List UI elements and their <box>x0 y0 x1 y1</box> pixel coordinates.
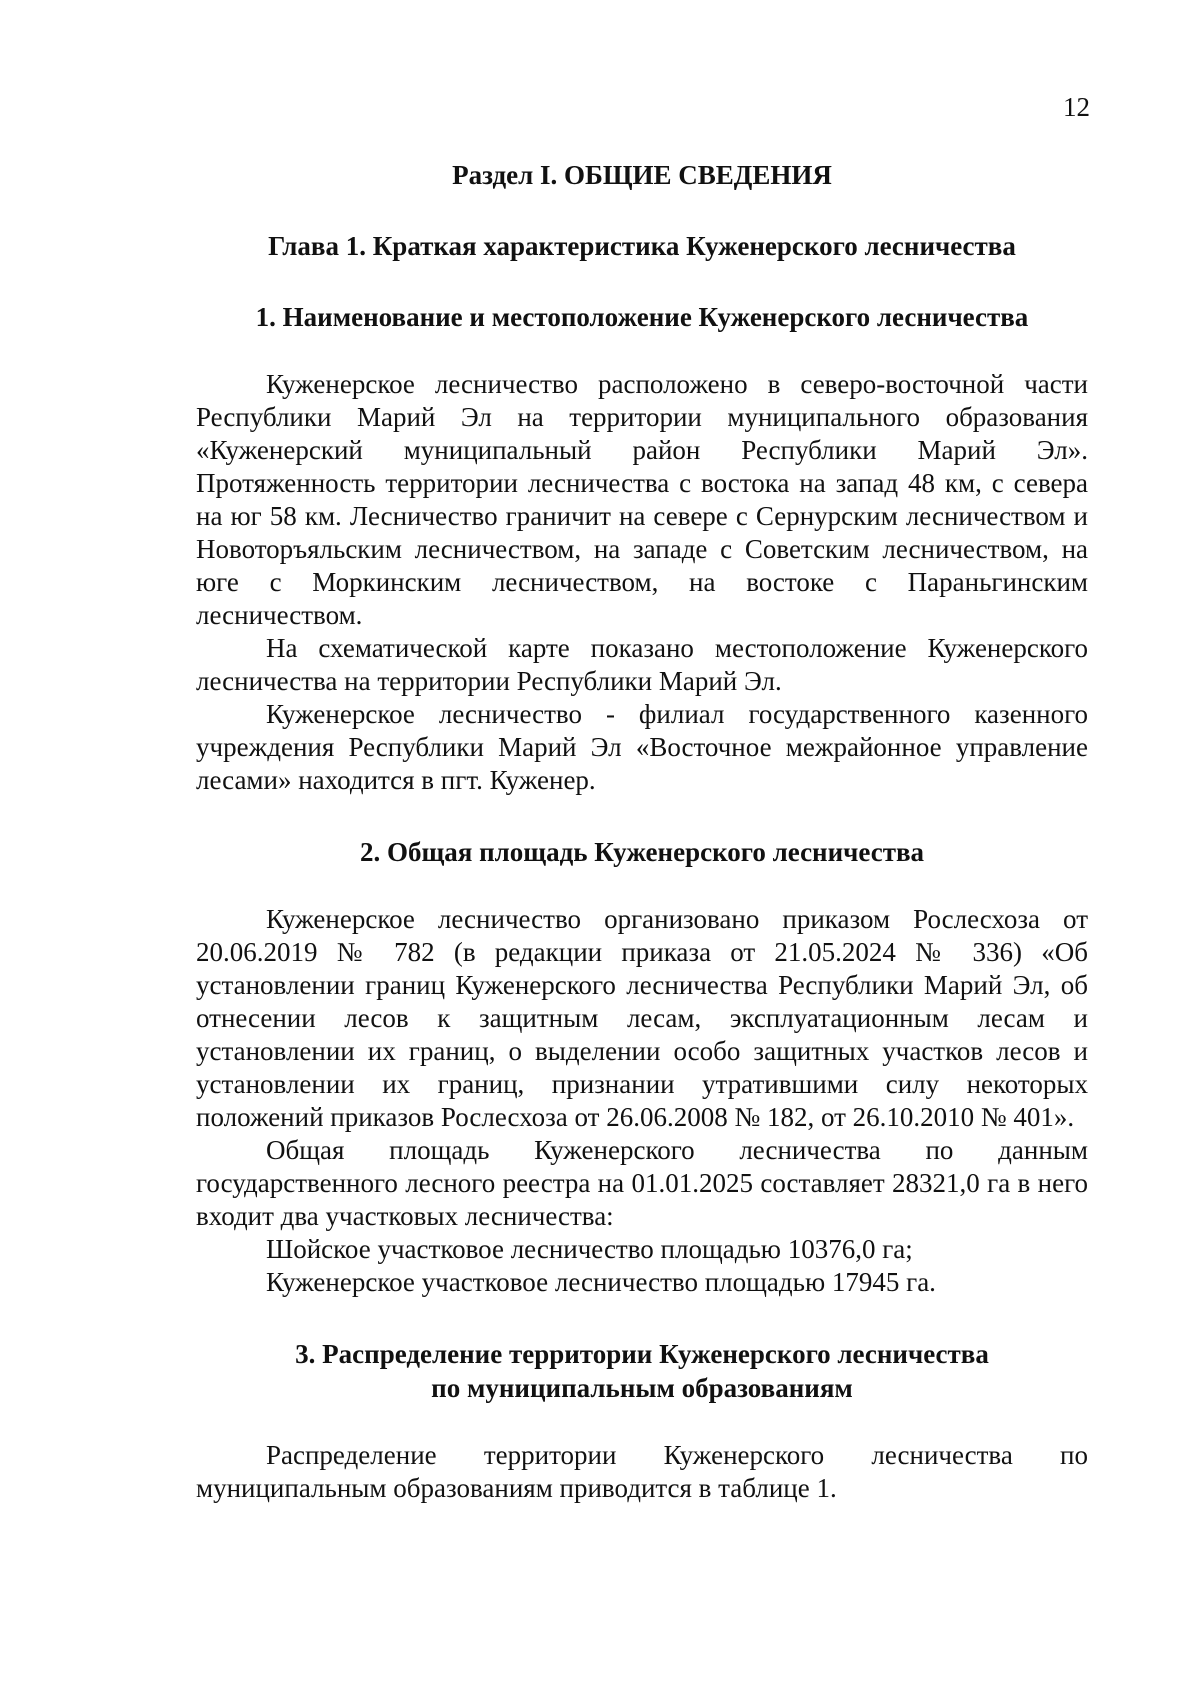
paragraph: На схематической карте показано местоположение Куженерского лесничества на территории Республики Марий Эл. <box>196 633 1088 696</box>
page-number: 12 <box>1063 92 1090 122</box>
heading-location: 1. Наименование и местоположение Куженерского лесничества <box>255 302 1029 332</box>
heading-distribution <box>196 1337 1088 1405</box>
heading-area: 2. Общая площадь Куженерского лесничества <box>359 837 925 867</box>
list-item: Куженерское участковое лесничество площадью 17945 га. <box>266 1267 936 1297</box>
paragraph: Общая площадь Куженерского лесничества по данным государственного лесного реестра на 01.01.2025 составляет 28321,0 га в него входит два участковых лесничества: <box>196 1135 1088 1231</box>
paragraph: Куженерское лесничество организовано приказом Рослесхоза от 20.06.2019 № 782 (в редакции приказа от 21.05.2024 № 336) «Об установлении границ Куженерского лесничества Республики Марий Эл, об отнесении лесов к защитным лесам, эксплуатационным лесам и установлении их границ, о выделении особо защитных участков лесов и установлении их границ, признании утратившими силу некоторых положений приказов Рослесхоза от 26.06.2008 № 182, от 26.10.2010 № 401». <box>196 904 1088 1132</box>
chapter-title: Глава 1. Краткая характеристика Куженерского лесничества <box>268 231 1016 261</box>
list-item: Шойское участковое лесничество площадью 10376,0 га; <box>266 1234 913 1264</box>
page-content <box>196 150 1088 1505</box>
heading-line: 3. Распределение территории Куженерского лесничества <box>295 1339 989 1369</box>
section-title: Раздел I. ОБЩИЕ СВЕДЕНИЯ <box>452 160 832 190</box>
paragraph: Куженерское лесничество - филиал государственного казенного учреждения Республики Марий Эл «Восточное межрайонное управление лесами» находится в пгт. Куженер. <box>196 699 1088 795</box>
paragraph: Распределение территории Куженерского лесничества по муниципальным образованиям приводится в таблице 1. <box>196 1440 1088 1503</box>
heading-line: по муниципальным образованиям <box>431 1373 853 1403</box>
paragraph: Куженерское лесничество расположено в северо-восточной части Республики Марий Эл на территории муниципального образования «Куженерский муниципальный район Республики Марий Эл». Протяженность территории лесничества с востока на запад 48 км, с севера на юг 58 км. Лесничество граничит на севере с Сернурским лесничеством и Новоторъяльским лесничеством, на западе с Советским лесничеством, на юге с Моркинским лесничеством, на востоке с Параньгинским лесничеством. <box>196 369 1088 630</box>
